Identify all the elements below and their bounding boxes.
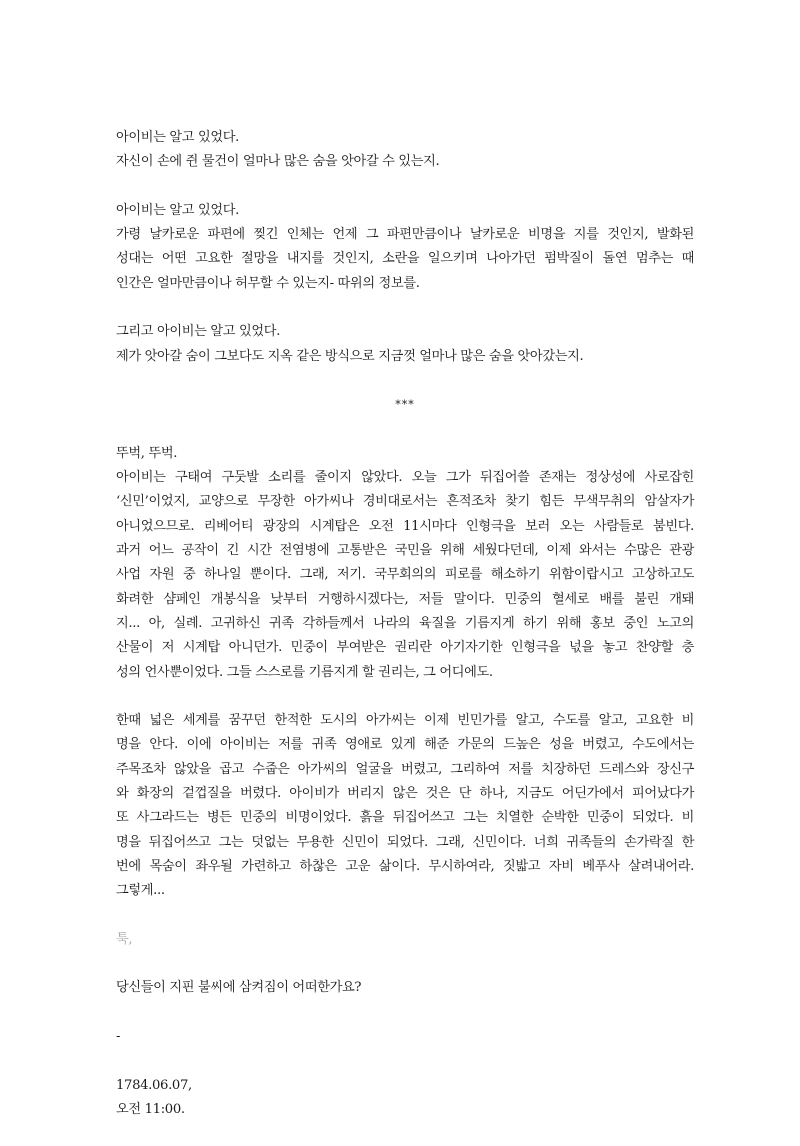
text-line: 아이비는 구태여 구둣발 소리를 줄이지 않았다. 오늘 그가 뒤집어쓸 존재는 정상성에 사로잡힌 (116, 470, 694, 486)
text-line: 한때 넓은 세계를 꿈꾸던 한적한 도시의 아가씨는 이제 빈민가를 알고, 수도를 알고, 고요한 비 (116, 713, 694, 729)
text-line: 툭, (116, 931, 133, 947)
paragraph (116, 199, 694, 296)
text-line: 명을 뒤집어쓰고 그는 덧없는 무용한 신민이 되었다. 그래, 신민이다. 너희 귀족들의 손가락질 한 (116, 834, 694, 850)
paragraph (116, 709, 694, 903)
text-line: 주목조차 않았을 곱고 수줍은 아가씨의 얼굴을 버렸고, 그리하여 저를 치장하던 드레스와 장신구 (116, 761, 694, 777)
text-line: 성의 언사뿐이었다. 그들 스스로를 기름지게 할 권리는, 그 어디에도. (116, 664, 493, 680)
text-line: 성대는 어떤 고요한 절망을 내지를 것인지, 소란을 일으키며 나아가던 펌박질이 돌연 멈추는 때 (116, 251, 694, 267)
dash-line: - (116, 1028, 121, 1044)
text-line: 뚜벅, 뚜벅. (116, 445, 178, 461)
paragraph (116, 442, 694, 685)
text-line: 아니었으므로. 리베어티 광장의 시계탑은 오전 11시마다 인형극을 보러 오는 사람들로 붐빈다. (116, 518, 694, 534)
text-line: 제가 앗아갈 숨이 그보다도 지옥 같은 방식으로 지금껏 얼마나 많은 숨을 앗아갔는지. (116, 348, 584, 364)
paragraph (116, 976, 694, 1000)
paragraph (116, 320, 694, 369)
text-line: 명을 안다. 이에 아이비는 저를 귀족 영애로 있게 해준 가문의 드높은 성을 버렸고, 수도에서는 (116, 737, 694, 753)
time-text: 오전 11:00. (116, 1101, 185, 1117)
text-line: 아이비는 알고 있었다. (116, 130, 240, 145)
sound-effect-text (116, 928, 694, 952)
text-line: 사업 자원 중 하나일 뿐이다. 그래, 저기. 국무회의의 피로를 해소하기 위함이랍시고 고상하고도 (116, 567, 694, 583)
text-line: 그렇게... (116, 883, 165, 899)
text-line: 자신이 손에 쥔 물건이 얼마나 많은 숨을 앗아갈 수 있는지. (116, 154, 440, 170)
date-text: 1784.06.07, (116, 1077, 192, 1093)
text-line: 당신들이 지핀 불씨에 삼켜짐이 어떠한가요? (116, 980, 362, 996)
text-line: 지... 아, 실례. 고귀하신 귀족 각하들께서 나라의 육질을 기름지게 하기 위해 홍보 중인 노고의 (116, 615, 694, 631)
dateline (116, 1074, 694, 1123)
paragraph (116, 1025, 694, 1049)
text-line: 인간은 얼마만큼이나 허무할 수 있는지- 따위의 정보를. (116, 275, 420, 291)
text-line: 아이비는 알고 있었다. (116, 202, 240, 218)
paragraph (116, 126, 694, 175)
text-line: 산물이 저 시계탑 아니던가. 민중이 부여받은 권리란 아기자기한 인형극을 넋을 놓고 찬양할 충 (116, 640, 694, 656)
text-line: 화려한 샴페인 개봉식을 낮부터 거행하시겠다는, 저들 말이다. 민중의 혈세로 배를 불린 개돼 (116, 591, 694, 607)
text-line: 가령 날카로운 파편에 찢긴 인체는 언제 그 파편만큼이나 날카로운 비명을 지를 것인지, 발화된 (116, 227, 694, 243)
text-line: 그리고 아이비는 알고 있었다. (116, 324, 281, 340)
section-separator: *** (395, 398, 415, 412)
text-line: 과거 어느 공작이 긴 시간 전염병에 고통받은 국민을 위해 세웠다던데, 이제 와서는 수많은 관광 (116, 543, 694, 559)
text-line: ‘신민’이었지, 교양으로 무장한 아가씨나 경비대로서는 흔적조차 찾기 힘든 무색무취의 암살자가 (116, 494, 694, 510)
text-line: 와 화장의 겉껍질을 버렸다. 아이비가 버리지 않은 것은 단 하나, 지금도 어딘가에서 피어났다가 (116, 786, 694, 802)
text-line: 또 사그라드는 병든 민중의 비명이었다. 흙을 뒤집어쓰고 그는 치열한 순박한 민중이 되었다. 비 (116, 810, 694, 826)
text-line: 번에 목숨이 좌우될 가련하고 하찮은 고운 삶이다. 무시하여라, 짓밟고 자비 베푸사 살려내어라. (116, 858, 694, 874)
document-page (116, 126, 694, 1146)
